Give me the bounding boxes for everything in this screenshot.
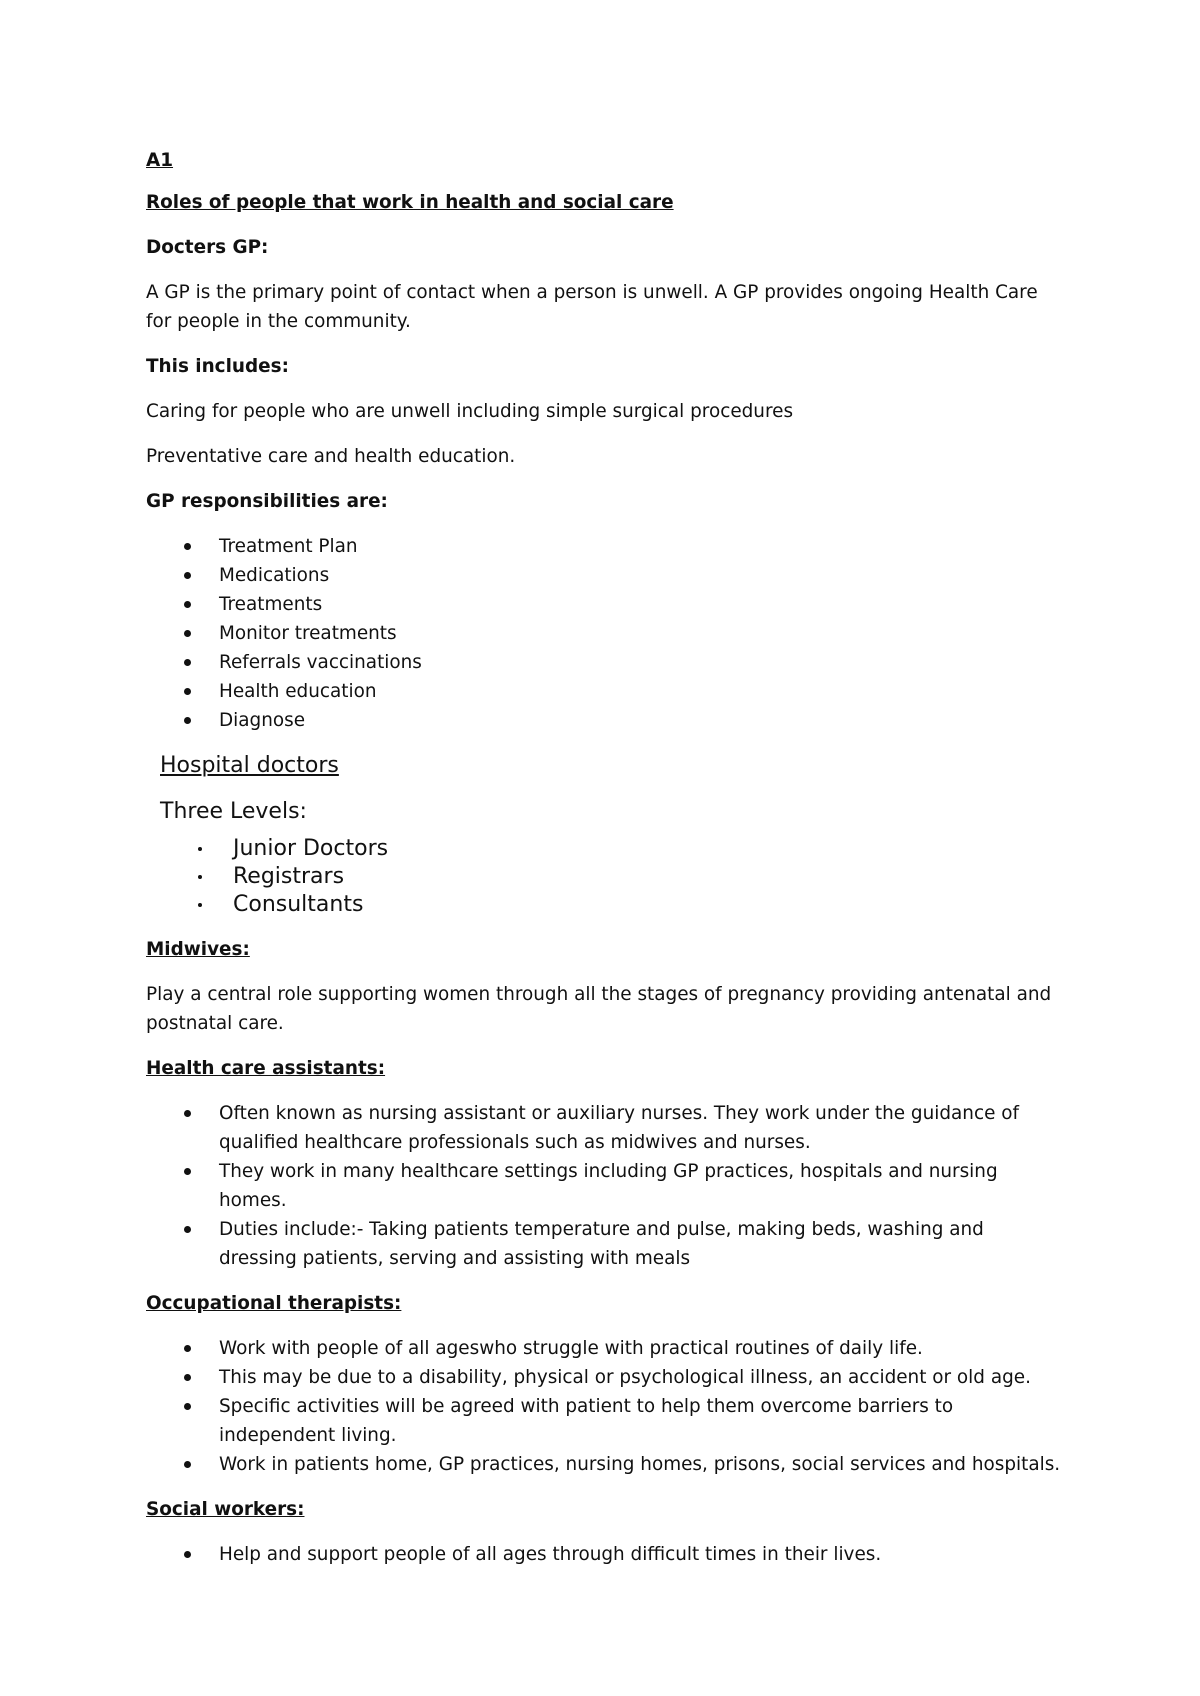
occupational-therapists-list [146,1334,1066,1479]
list-item-text: Junior Doctors [233,836,389,861]
midwives-text: Play a central role supporting women through all the stages of pregnancy providing antenatal and postnatal care. [146,984,1052,1034]
social-workers-heading: Social workers: [146,1499,305,1520]
list-item-text: Registrars [233,864,345,889]
gp-responsibilities-heading: GP responsibilities are: [146,491,388,512]
list-item-text: Often known as nursing assistant or auxiliary nurses. They work under the guidance of qualified healthcare professionals such as midwives and nurses. [219,1103,1019,1153]
list-item-text: Duties include:- Taking patients temperature and pulse, making beds, washing and dressing patients, serving and assisting with meals [219,1219,984,1269]
list-item-text: Referrals vaccinations [219,652,422,673]
list-item [146,648,1066,677]
bullet-icon [198,903,202,907]
bullet-icon [184,1461,191,1468]
bullet-icon [184,601,191,608]
bullet-icon [184,1345,191,1352]
list-item [146,1099,1066,1157]
bullet-icon [184,1403,191,1410]
list-item-text: Specific activities will be agreed with patient to help them overcome barriers to independent living. [219,1396,954,1446]
gp-responsibilities-list [146,532,1066,735]
list-item-text: Diagnose [219,710,306,731]
health-care-assistants-list [146,1099,1066,1273]
list-item [146,1540,1066,1569]
bullet-icon [184,1168,191,1175]
occupational-therapists-heading: Occupational therapists: [146,1293,402,1314]
list-item [146,706,1066,735]
list-item [146,561,1066,590]
hospital-doctors-heading: Hospital doctors [160,753,339,778]
gp-heading: Docters GP: [146,237,269,258]
bullet-icon [184,1551,191,1558]
document-title: Roles of people that work in health and social care [146,192,674,213]
list-item-text: Work with people of all ageswho struggle with practical routines of daily life. [219,1338,923,1359]
gp-includes-1: Caring for people who are unwell including simple surgical procedures [146,401,794,422]
gp-includes-2: Preventative care and health education. [146,446,516,467]
bullet-icon [184,572,191,579]
bullet-icon [184,688,191,695]
bullet-icon [184,659,191,666]
list-item-text: Treatments [219,594,323,615]
section-code: A1 [146,150,174,171]
list-item-text: Health education [219,681,377,702]
three-levels-heading: Three Levels: [160,799,307,824]
bullet-icon [198,875,202,879]
list-item [146,1215,1066,1273]
hospital-levels-list [146,835,1066,919]
gp-includes-heading: This includes: [146,356,289,377]
list-item [146,1450,1066,1479]
list-item [146,835,1066,863]
list-item [146,1334,1066,1363]
list-item [146,1363,1066,1392]
bullet-icon [184,543,191,550]
bullet-icon [184,1226,191,1233]
list-item-text: They work in many healthcare settings including GP practices, hospitals and nursing homes. [219,1161,998,1211]
list-item-text: Help and support people of all ages through difficult times in their lives. [219,1544,882,1565]
bullet-icon [184,1374,191,1381]
list-item-text: Consultants [233,892,364,917]
bullet-icon [184,717,191,724]
list-item [146,1392,1066,1450]
list-item [146,590,1066,619]
list-item [146,619,1066,648]
list-item [146,677,1066,706]
gp-intro: A GP is the primary point of contact when a person is unwell. A GP provides ongoing Health Care for people in the community. [146,282,1038,332]
list-item-text: Work in patients home, GP practices, nursing homes, prisons, social services and hospitals. [219,1454,1061,1475]
health-care-assistants-heading: Health care assistants: [146,1058,386,1079]
list-item-text: This may be due to a disability, physical or psychological illness, an accident or old age. [219,1367,1031,1388]
list-item-text: Monitor treatments [219,623,397,644]
social-workers-list [146,1540,1066,1569]
document-body [146,146,1066,1585]
list-item [146,1157,1066,1215]
bullet-icon [198,847,202,851]
midwives-heading: Midwives: [146,939,250,960]
list-item-text: Medications [219,565,330,586]
bullet-icon [184,630,191,637]
list-item [146,863,1066,891]
bullet-icon [184,1110,191,1117]
list-item-text: Treatment Plan [219,536,358,557]
list-item [146,532,1066,561]
list-item [146,891,1066,919]
